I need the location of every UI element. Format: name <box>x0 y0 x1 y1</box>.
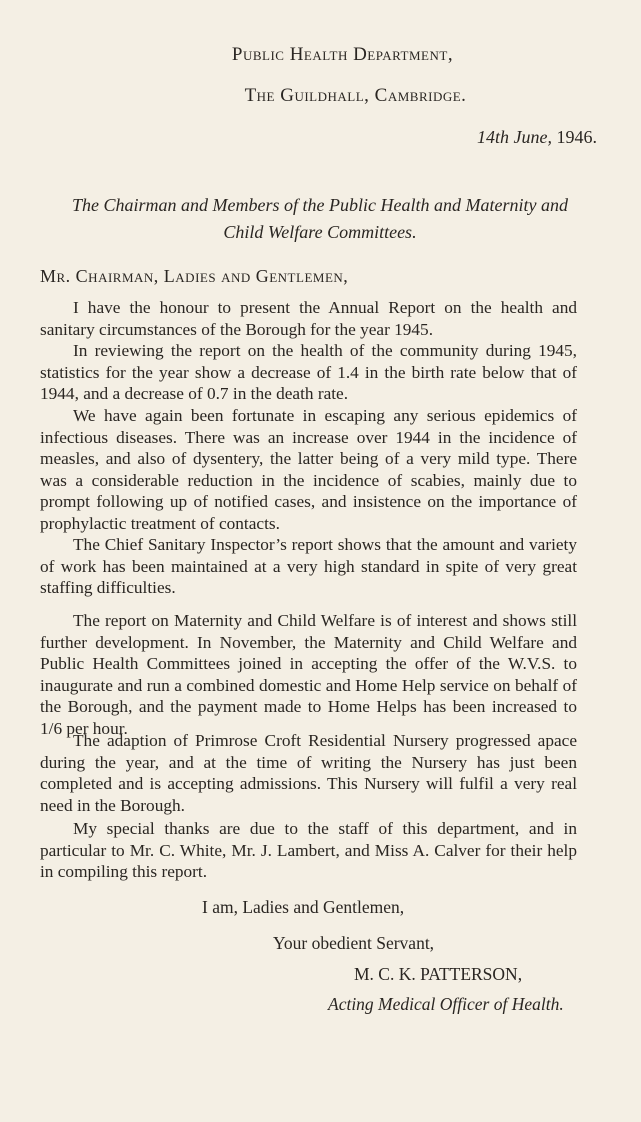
department-heading: Public Health Department, <box>231 44 454 65</box>
signatory-name: M. C. K. PATTERSON, <box>354 964 523 984</box>
paragraph-3: We have again been fortunate in escaping any serious epidemics of infectious diseases. There was an increase over 1944 in the incidence of measles, and also of dysentery, the latter being of a very mild type. There was a considerable reduction in the incidence of scabies, mainly due to prompt following up of notified cases, and insistence on the importance of prophylactic treatment of contacts. <box>40 406 577 533</box>
paragraph-4: The Chief Sanitary Inspector’s report shows that the amount and variety of work has been maintained at a very high standard in spite of very great staffing difficulties. <box>40 535 577 598</box>
paragraph-5: The report on Maternity and Child Welfare is of interest and shows still further development. In November, the Maternity and Child Welfare and Public Health Committees joined in accepting the offer of the W.V.S. to inaugurate and run a combined domestic and Home Help service on behalf of the Borough, and the payment made to Home Helps has been increased to 1/6 per hour. <box>40 611 577 738</box>
date-day: 14th June, <box>477 127 552 147</box>
salutation: Mr. Chairman, Ladies and Gentlemen, <box>40 266 349 286</box>
paragraph-6: The adaption of Primrose Croft Residential Nursery progressed apace during the year, and at the time of writing the Nursery has just been completed and is accepting admissions. This Nursery will fulfil a very real need in the Borough. <box>40 731 577 815</box>
paragraph-1: I have the honour to present the Annual Report on the health and sanitary circumstances of the Borough for the year 1945. <box>40 298 577 339</box>
paragraph-7: My special thanks are due to the staff of this department, and in particular to Mr. C. White, Mr. J. Lambert, and Miss A. Calver for their help in compiling this report. <box>40 819 577 882</box>
closing-line-2: Your obedient Servant, <box>273 933 435 953</box>
closing-line-1: I am, Ladies and Gentlemen, <box>202 897 405 917</box>
address-heading: The Guildhall, Cambridge. <box>244 85 467 106</box>
addressee-line-1: The Chairman and Members of the Public Health and Maternity and <box>72 195 568 215</box>
paragraph-2: In reviewing the report on the health of the community during 1945, statistics for the year show a decrease of 1.4 in the birth rate below that of 1944, and a decrease of 0.7 in the death rate. <box>40 341 577 404</box>
date-year: 1946. <box>552 127 597 147</box>
signatory-role: Acting Medical Officer of Health. <box>328 994 564 1014</box>
letter-date <box>477 127 597 148</box>
addressee-line-2: Child Welfare Committees. <box>223 222 417 242</box>
addressee <box>40 192 600 246</box>
